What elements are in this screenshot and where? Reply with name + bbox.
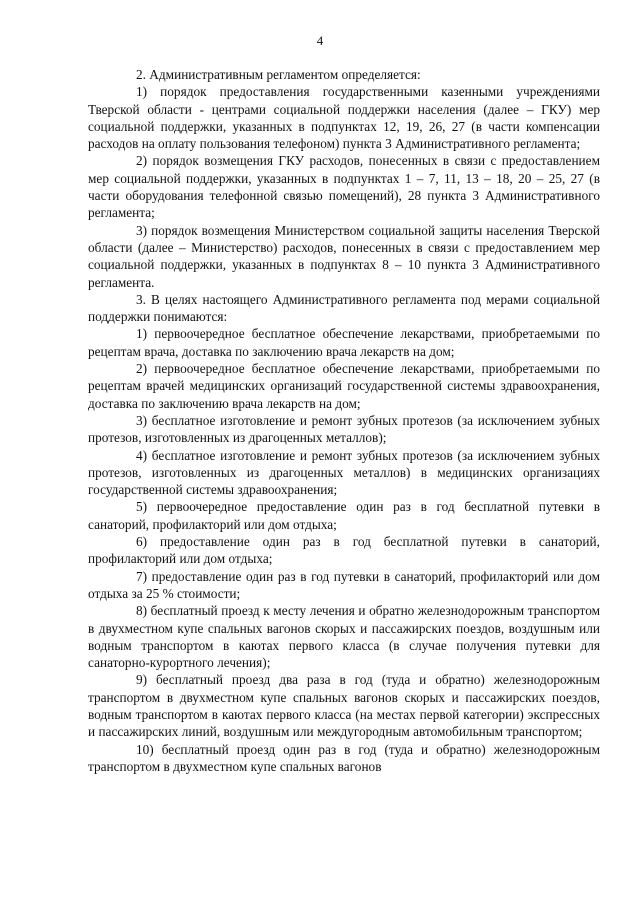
paragraph: 2. Административным регламентом определяется: [136, 67, 421, 82]
paragraph: 7) предоставление один раз в год путевки в санаторий, профилакторий или дом отдыха за 25 % стоимости; [88, 568, 600, 601]
paragraph: 1) порядок предоставления государственными казенными учреждениями Тверской области - центрами социальной поддержки населения (далее – ГКУ) мер социальной поддержки, указанных в подпунктах 12, 19, 26, 27 (в части компенсации расходов на оплату пользования телефоном) пункта 3 Административного регламента; [88, 84, 600, 152]
paragraph: 8) бесплатный проезд к месту лечения и обратно железнодорожным транспортом в двухместном купе спальных вагонов скорых и пассажирских поездов, воздушным или водным транспортом в каютах первого класса (в случае получения путевки для санаторно-курортного лечения); [88, 603, 600, 671]
paragraph: 5) первоочередное предоставление один раз в год бесплатной путевки в санаторий, профилакторий или дом отдыха; [88, 499, 600, 532]
paragraph: 3) бесплатное изготовление и ремонт зубных протезов (за исключением зубных протезов, изготовленных из драгоценных металлов); [88, 412, 600, 446]
paragraph: 2) первоочередное бесплатное обеспечение лекарствами, приобретаемыми по рецептам врачей медицинских организаций государственной системы здравоохранения, доставка по заключению врача лекарств на дом; [88, 361, 600, 411]
page-number: 4 [316, 33, 324, 48]
paragraph: 10) бесплатный проезд один раз в год (туда и обратно) железнодорожным транспортом в двухместном купе спальных вагонов [88, 741, 600, 774]
paragraph: 3) порядок возмещения Министерством социальной защиты населения Тверской области (далее – Министерство) расходов, понесенных в связи с предоставлением мер социальной поддержки, указанных в подпунктах 8 – 10 пункта 3 Административного регламента. [88, 222, 600, 290]
paragraph: 9) бесплатный проезд два раза в год (туда и обратно) железнодорожным транспортом в двухместном купе спальных вагонов скорых и пассажирских поездов, водным транспортом в каютах первого класса (на местах первой категории) экспрессных и пассажирских линий, воздушным или междугородным автомобильным транспортом; [88, 672, 600, 740]
document-body [88, 66, 600, 775]
paragraph: 2) порядок возмещения ГКУ расходов, понесенных в связи с предоставлением мер социальной поддержки, указанных в подпунктах 1 – 7, 11, 13 – 18, 20 – 25, 27 (в части оборудования телефонной связью помещений), 28 пункта 3 Административного регламента; [88, 153, 600, 221]
paragraph: 6) предоставление один раз в год бесплатной путевки в санаторий, профилакторий или дом отдыха; [88, 534, 600, 567]
paragraph: 1) первоочередное бесплатное обеспечение лекарствами, приобретаемыми по рецептам врача, доставка по заключению врача лекарств на дом; [88, 326, 600, 359]
paragraph: 4) бесплатное изготовление и ремонт зубных протезов (за исключением зубных протезов, изготовленных из драгоценных металлов) в медицинских организациях государственной системы здравоохранения; [88, 447, 600, 498]
paragraph: 3. В целях настоящего Административного регламента под мерами социальной поддержки понимаются: [88, 291, 600, 325]
